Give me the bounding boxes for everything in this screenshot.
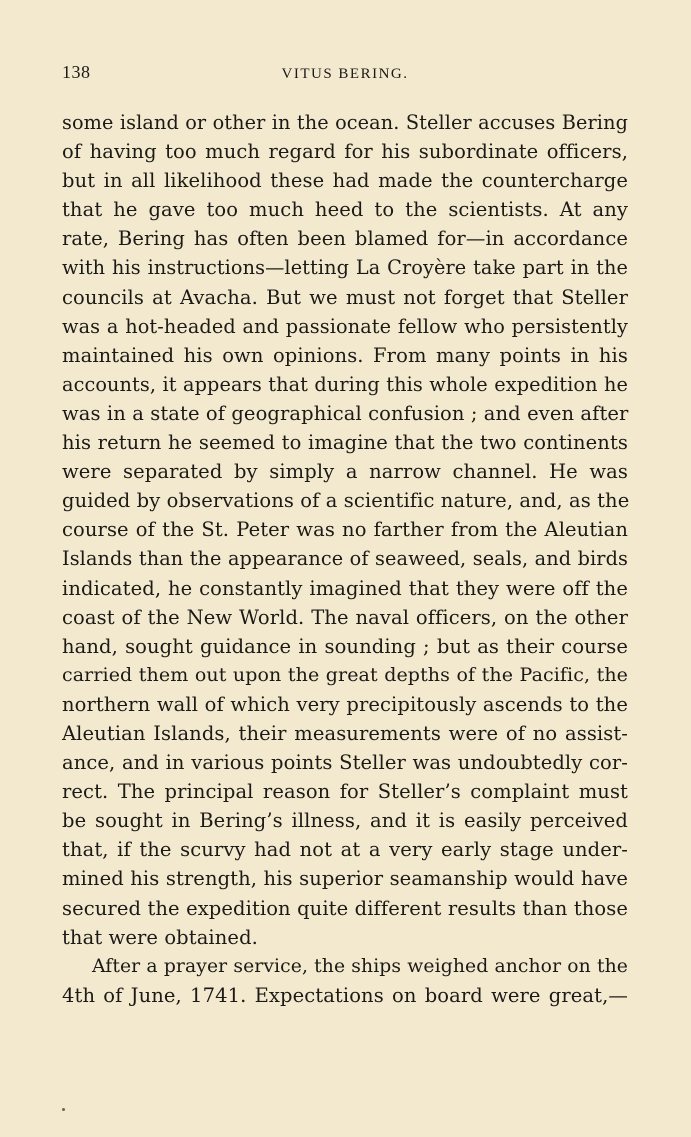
text-line: accounts, it appears that during this whole expedition he [62, 372, 628, 396]
text-line: with his instructions—letting La Croyère take part in the [62, 256, 628, 280]
text-line: his return he seemed to imagine that the two continents [62, 431, 628, 455]
running-head [62, 62, 628, 86]
text-line: be sought in Bering’s illness, and it is easily perceived [62, 809, 628, 833]
page-number: 138 [62, 62, 91, 82]
text-line: Aleutian Islands, their measurements were of no assist- [62, 721, 628, 745]
text-line: that were obtained. [62, 925, 258, 949]
text-line: but in all likelihood these had made the countercharge [62, 169, 628, 193]
running-title: VITUS BERING. [281, 66, 409, 82]
text-line: course of the St. Peter was no farther from the Aleutian [62, 518, 628, 542]
text-line: 4th of June, 1741. Expectations on board were great,— [62, 983, 628, 1007]
text-line: indicated, he constantly imagined that they were off the [62, 576, 628, 600]
text-line: secured the expedition quite different results than those [62, 896, 628, 920]
text-line: mined his strength, his superior seamanship would have [62, 867, 628, 891]
text-line: were separated by simply a narrow channel. He was [62, 460, 628, 484]
text-line: councils at Avacha. But we must not forget that Steller [62, 285, 628, 309]
text-line: Islands than the appearance of seaweed, seals, and birds [62, 547, 628, 571]
text-line: maintained his own opinions. From many points in his [62, 343, 628, 367]
text-line: that, if the scurvy had not at a very early stage under- [62, 838, 628, 862]
paragraph-2 [62, 952, 628, 1010]
paragraph-1 [62, 108, 628, 952]
text-line: was in a state of geographical confusion ; and even after [62, 401, 629, 425]
body-text [62, 108, 628, 1010]
text-line: ance, and in various points Steller was undoubtedly cor- [62, 751, 628, 775]
text-line: of having too much regard for his subordinate officers, [62, 140, 628, 164]
text-line: After a prayer service, the ships weighed anchor on the [92, 955, 628, 977]
text-line: rect. The principal reason for Steller’s complaint must [62, 780, 628, 804]
text-line: rate, Bering has often been blamed for—in accordance [62, 227, 628, 251]
text-line: some island or other in the ocean. Steller accuses Bering [62, 111, 628, 134]
paper-speck [62, 1108, 65, 1111]
text-line: northern wall of which very precipitously ascends to the [62, 692, 628, 716]
text-line: was a hot-headed and passionate fellow who persistently [62, 314, 628, 338]
text-line: coast of the New World. The naval officers, on the other [62, 605, 628, 629]
text-line: hand, sought guidance in sounding ; but as their course [62, 634, 628, 658]
text-line: guided by observations of a scientific nature, and, as the [62, 489, 630, 513]
text-line: carried them out upon the great depths of the Pacific, the [62, 663, 628, 686]
text-line: that he gave too much heed to the scientists. At any [62, 198, 628, 222]
